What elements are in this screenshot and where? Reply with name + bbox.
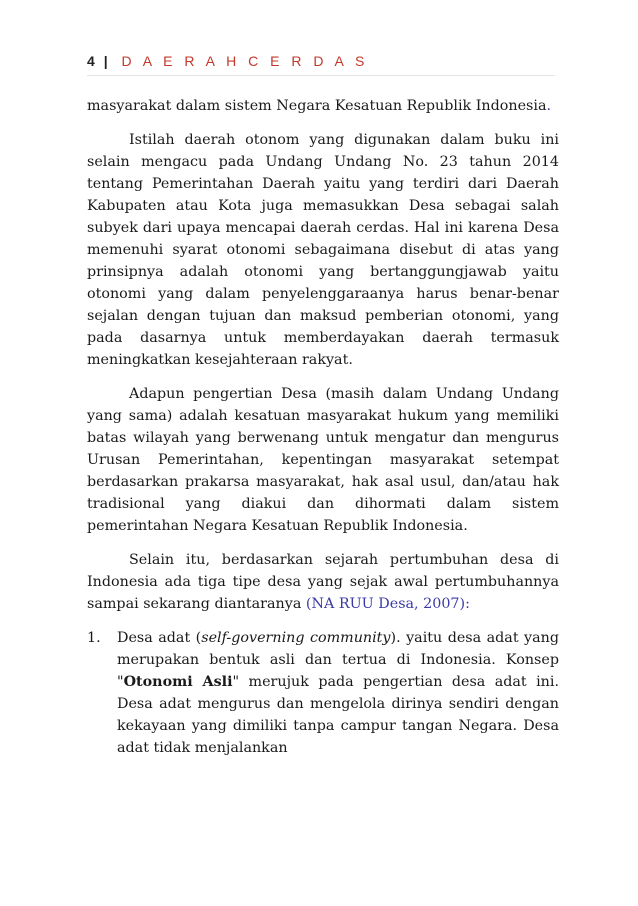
list-item: [87, 627, 559, 759]
paragraph-end-mark: .: [546, 98, 552, 114]
header-divider: [87, 75, 555, 76]
page-number: 4: [87, 53, 96, 69]
body-text: [87, 95, 559, 759]
list-item-italic: self-governing community: [201, 630, 391, 646]
list-item-lead: Desa adat (: [117, 630, 202, 646]
citation: (NA RUU Desa, 2007):: [305, 596, 470, 612]
paragraph-continuation-text: masyarakat dalam sistem Negara Kesatuan Republik Indonesia: [87, 98, 547, 114]
header-separator: |: [103, 53, 108, 69]
list-item-bold-term: Otonomi Asli: [123, 674, 233, 690]
list-item-text: ). yaitu desa adat yang merupakan bentuk asli dan tertua di Indonesia. Konsep ": [117, 630, 559, 690]
paragraph-daerah-otonom: Istilah daerah otonom yang digunakan dalam buku ini selain mengacu pada Undang Undang No. 23 tahun 2014 tentang Pemerintahan Daerah yaitu yang terdiri dari Daerah Kabupaten atau Kota juga memasukkan Desa sebagai salah subyek dari upaya mencapai daerah cerdas. Hal ini karena Desa memenuhi syarat otonomi sebagaimana disebut di atas yang prinsipnya adalah otonomi yang bertanggungjawab yaitu otonomi yang dalam penyelenggaraanya harus benar-benar sejalan dengan tujuan dan maksud pemberian otonomi, yang pada dasarnya untuk memberdayakan daerah termasuk meningkatkan kesejahteraan rakyat.: [87, 132, 559, 368]
paragraph-pengertian-desa: Adapun pengertian Desa (masih dalam Undang Undang yang sama) adalah kesatuan masyarakat hukum yang memiliki batas wilayah yang berwenang untuk mengatur dan mengurus Urusan Pemerintahan, kepentingan masyarakat setempat berdasarkan prakarsa masyarakat, hak asal usul, dan/atau hak tradisional yang diakui dan dihormati dalam sistem pemerintahan Negara Kesatuan Republik Indonesia.: [87, 386, 559, 534]
list-number: 1.: [87, 630, 101, 646]
paragraph-tipe-desa: [87, 549, 559, 615]
paragraph-tipe-desa-text: Selain itu, berdasarkan sejarah pertumbuhan desa di Indonesia ada tiga tipe desa yang sejak awal pertumbuhannya sampai sekarang diantaranya: [87, 552, 559, 612]
book-title: D A E R A H C E R D A S: [121, 53, 369, 69]
running-header: [87, 53, 368, 69]
desa-type-list: [87, 627, 559, 759]
list-item-rest: " merujuk pada pengertian desa adat ini. Desa adat mengurus dan mengelola dirinya sendiri dengan kekayaan yang dimiliki tanpa campur tangan Negara. Desa adat tidak menjalankan: [117, 674, 559, 756]
paragraph-continuation: [87, 95, 559, 117]
